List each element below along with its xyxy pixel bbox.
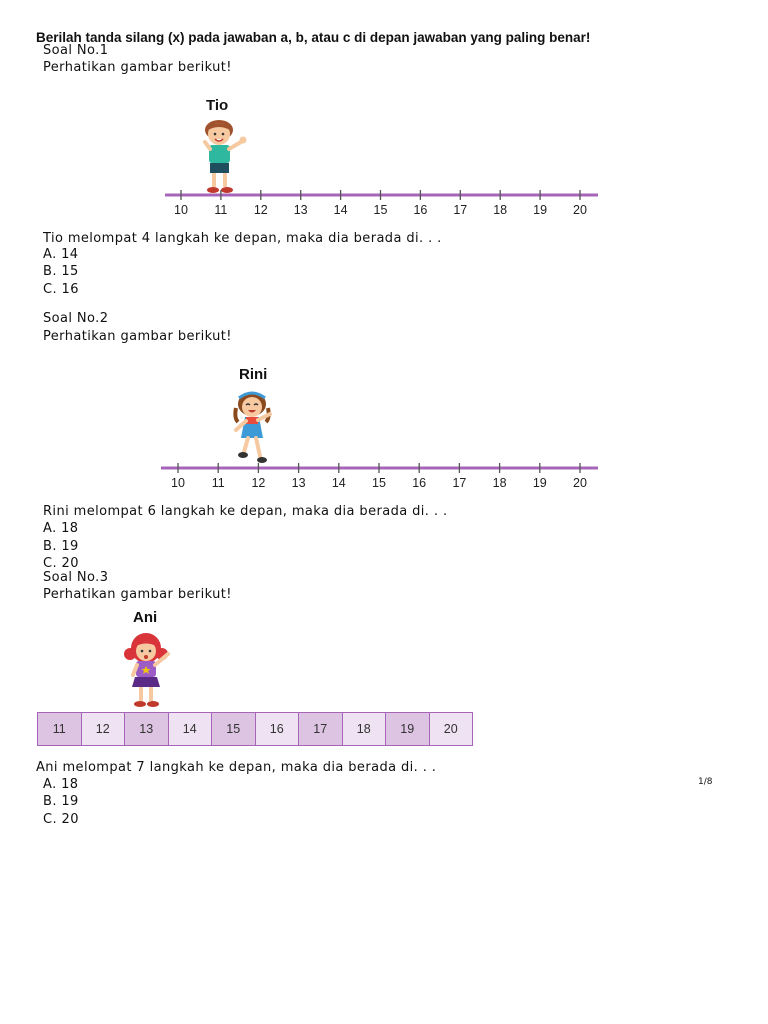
q1-tick-label-13: 13 [293,203,308,217]
q2-tick-label-18: 18 [492,476,507,490]
q3-number-box-13: 13 [125,713,169,745]
q1-tick-label-14: 14 [333,203,348,217]
q1-title: Soal No.1 [43,43,109,58]
instruction: Berilah tanda silang (x) pada jawaban a, b, atau c di depan jawaban yang paling benar! [36,30,591,45]
q3-number-box-12: 12 [82,713,126,745]
q1-tick-label-10: 10 [174,203,188,217]
q1-tick-label-19: 19 [533,203,548,217]
q3-option-c: C. 20 [43,812,79,827]
q2-tick-label-12: 12 [251,476,266,490]
q2-character-name: Rini [239,366,268,383]
q2-option-b: B. 19 [43,539,79,554]
q2-tick-label-11: 11 [211,476,225,490]
q1-option-b: B. 15 [43,264,79,279]
q2-title: Soal No.2 [43,311,109,326]
q2-tick-label-10: 10 [171,476,185,490]
q3-number-box-15: 15 [212,713,256,745]
page-number: 1/8 [698,777,713,787]
q2-tick-label-19: 19 [532,476,547,490]
q1-character-name: Tio [206,97,229,114]
q1-tick-label-18: 18 [493,203,508,217]
q3-prompt: Perhatikan gambar berikut! [43,587,232,602]
q3-option-b: B. 19 [43,794,79,809]
q1-question: Tio melompat 4 langkah ke depan, maka dia berada di. . . [43,231,442,246]
q2-tick-label-15: 15 [372,476,386,490]
q3-number-box-17: 17 [299,713,343,745]
q2-option-c: C. 20 [43,556,79,571]
q3-question: Ani melompat 7 langkah ke depan, maka dia berada di. . . [36,760,437,775]
q1-option-c: C. 16 [43,282,79,297]
q3-number-box-19: 19 [386,713,430,745]
q2-number-line [156,459,604,495]
q2-question: Rini melompat 6 langkah ke depan, maka dia berada di. . . [43,504,448,519]
q3-option-a: A. 18 [43,777,79,792]
q1-option-a: A. 14 [43,247,79,262]
q3-number-box-11: 11 [38,713,82,745]
q3-number-boxes [37,712,473,746]
q2-tick-label-20: 20 [573,476,587,490]
q3-number-box-18: 18 [343,713,387,745]
q3-number-box-14: 14 [169,713,213,745]
q1-tick-label-11: 11 [214,203,228,217]
q2-tick-label-14: 14 [331,476,346,490]
q3-number-box-20: 20 [430,713,473,745]
q1-tick-label-16: 16 [413,203,428,217]
q2-option-a: A. 18 [43,521,79,536]
q1-tick-label-20: 20 [573,203,587,217]
q1-tick-label-17: 17 [453,203,468,217]
q1-tick-label-12: 12 [253,203,268,217]
q1-prompt: Perhatikan gambar berikut! [43,60,232,75]
q2-tick-label-13: 13 [291,476,306,490]
q3-character-name: Ani [133,609,158,626]
q1-number-line [160,186,604,222]
q2-prompt: Perhatikan gambar berikut! [43,329,232,344]
q1-tick-label-15: 15 [373,203,388,217]
q2-tick-label-17: 17 [452,476,467,490]
q2-tick-label-16: 16 [412,476,427,490]
ani-illustration [118,630,182,712]
q3-title: Soal No.3 [43,570,109,585]
q3-number-box-16: 16 [256,713,300,745]
